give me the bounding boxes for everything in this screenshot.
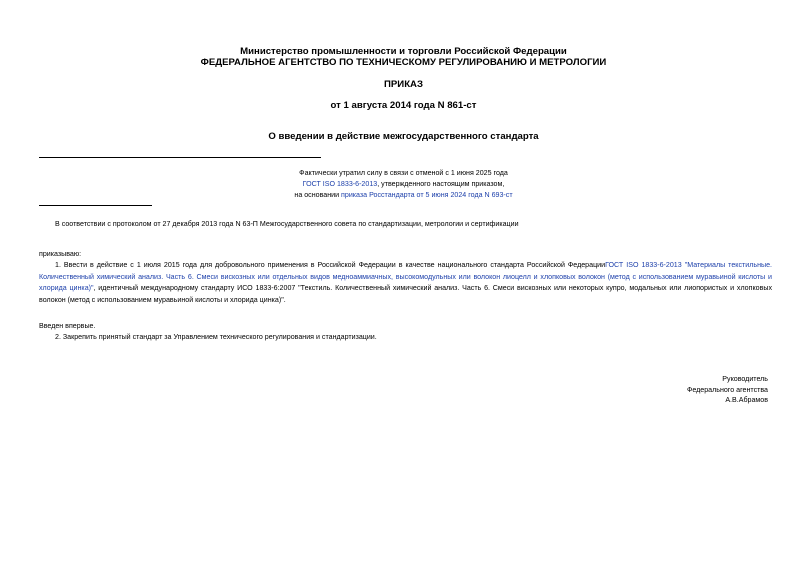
order-word: приказываю: xyxy=(39,250,82,258)
note-divider xyxy=(39,205,152,206)
status-note-line1: Фактически утратил силу в связи с отменой с 1 июня 2025 года xyxy=(299,169,508,177)
item-1 xyxy=(39,260,772,306)
signature-role-1: Руководитель xyxy=(722,375,768,383)
rosstandart-order-link[interactable]: приказа Росстандарта от 5 июня 2024 года N 693-ст xyxy=(341,191,513,199)
status-note-line3-prefix: на основании xyxy=(294,191,342,199)
gost-link[interactable]: ГОСТ ISO 1833-6-2013 xyxy=(302,180,378,188)
signature-name: А.В.Абрамов xyxy=(725,396,768,404)
item-1-suffix: , идентичный международному стандарту ИСО 1833-6:2007 "Текстиль. Количественный химический анализ. Часть 6. Смеси вискозных или некоторых купро, модальных или лиопористых и хлопковых волокон (метод с использованием муравьиной кислоты и хлорида цинка)". xyxy=(39,284,772,304)
agency-name: ФЕДЕРАЛЬНОЕ АГЕНТСТВО ПО ТЕХНИЧЕСКОМУ РЕГУЛИРОВАНИЮ И МЕТРОЛОГИИ xyxy=(200,57,607,68)
introduced-note: Введен впервые. xyxy=(39,322,96,330)
item-2: 2. Закрепить принятый стандарт за Управлением технического регулирования и стандартизации. xyxy=(55,333,377,341)
signature-role-2: Федерального агентства xyxy=(686,386,768,394)
gost-full-link[interactable]: ГОСТ ISO 1833-6-2013 "Материалы текстильные. Количественный химический анализ. Часть 6. Смеси вискозных или отдельных видов медноаммиачных, высокомодульных или волокон лиоцелл и хлопковых волокон (метод с использованием муравьиной кислоты и хлорида цинка)" xyxy=(39,261,773,292)
preamble: В соответствии с протоколом от 27 декабря 2013 года N 63-П Межгосударственного совета по стандартизации, метрологии и сертификации xyxy=(55,220,519,228)
ministry-name: Министерство промышленности и торговли Российской Федерации xyxy=(240,46,567,57)
status-note-line2-text: , утвержденного настоящим приказом, xyxy=(377,180,505,188)
document-date-number: от 1 августа 2014 года N 861-ст xyxy=(330,100,477,111)
document-type: ПРИКАЗ xyxy=(384,79,423,90)
status-note-line2 xyxy=(0,179,807,190)
status-note-line3 xyxy=(0,190,807,201)
title-divider xyxy=(39,157,321,158)
item-1-prefix: 1. Ввести в действие с 1 июля 2015 года для добровольного применения в Российской Федерации в качестве национального стандарта Российской Федерации xyxy=(55,261,606,269)
document-title: О введении в действие межгосударственного стандарта xyxy=(268,131,539,142)
